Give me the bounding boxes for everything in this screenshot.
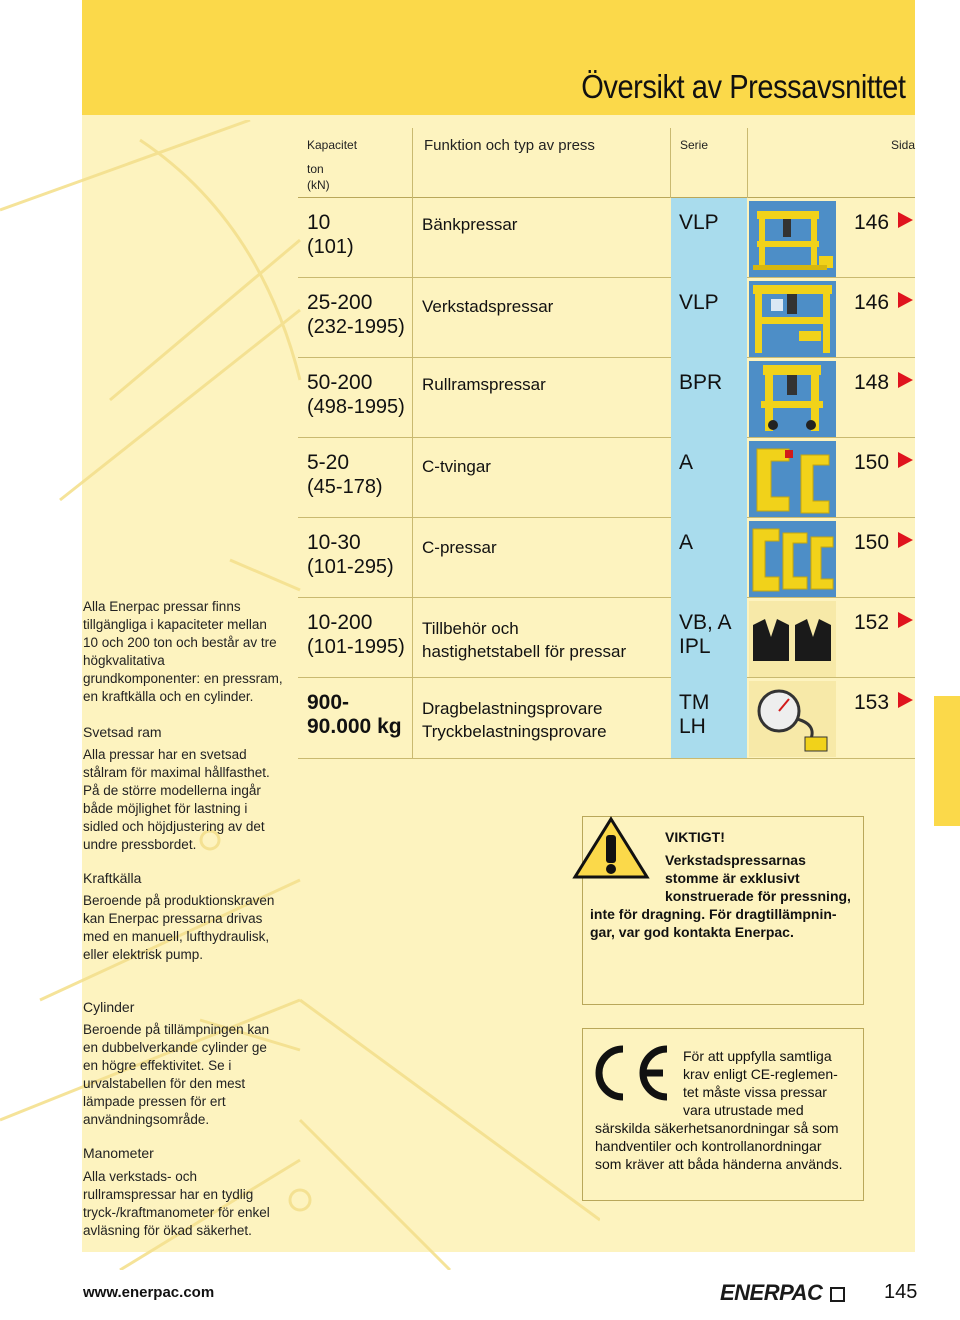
section-body: Beroende på tillämpningen kan en dubbelverkande cylinder ge en högre effektivitet. Se i urvalstabellen för den mest lämpade pressen för ert användningsområde. — [83, 1022, 270, 1127]
ce-mark-icon — [583, 1037, 673, 1109]
section-heading: Manometer — [83, 1145, 154, 1161]
intro-text: Alla Enerpac pressar finns tillgängliga i kapaciteter mellan 10 och 200 ton och består av tre högkvalitativa grundkomponenter: en pressram, en kraftkälla och en cylinder. — [83, 599, 283, 704]
v-block-photo — [749, 601, 836, 677]
section-heading: Kraftkälla — [83, 870, 142, 886]
series-cell-bg — [671, 438, 747, 518]
ce-line: krav enligt CE-reglemen- — [683, 1066, 838, 1082]
press-type: Rullramspressar — [422, 375, 546, 394]
capacity-value: 50-200 (498-1995) — [307, 371, 405, 418]
page-number-footer: 145 — [884, 1281, 918, 1303]
page-number: 153 — [854, 691, 890, 714]
table-row — [298, 358, 915, 438]
warning-line: gar, var god kontakta Enerpac. — [590, 924, 794, 940]
warning-triangle-icon — [571, 815, 651, 881]
footer-website-link[interactable]: www.enerpac.com — [83, 1284, 215, 1301]
ce-line: tet måste vissa pressar — [683, 1084, 827, 1100]
page-number: 150 — [854, 531, 890, 554]
column-divider — [412, 198, 413, 758]
series-code: VLP — [679, 291, 719, 314]
series-cell-bg — [671, 358, 747, 438]
header-capacity: Kapacitet — [307, 138, 358, 152]
page-number: 146 — [854, 211, 890, 234]
capacity-value: 900- 90.000 kg — [307, 691, 402, 738]
press-type: Tillbehör och hastighetstabell för pressar — [422, 619, 627, 661]
press-type: Dragbelastningsprovare Tryckbelastningsprovare — [422, 699, 607, 741]
capacity-value: 25-200 (232-1995) — [307, 291, 405, 338]
page-title: Översikt av Pressavsnittet — [580, 68, 905, 105]
ce-notice-box — [582, 1028, 864, 1201]
header-function: Funktion och typ av press — [424, 137, 595, 154]
warning-line: konstruerade för pressning, — [665, 888, 851, 904]
section-heading: Svetsad ram — [83, 724, 162, 740]
header-series: Serie — [680, 138, 709, 152]
ce-line: För att uppfylla samtliga — [683, 1048, 832, 1064]
warning-line: inte för dragning. För dragtillämpnin- — [590, 906, 837, 922]
ce-line: vara utrustade med — [683, 1102, 804, 1118]
arrow-right-icon — [898, 532, 913, 548]
enerpac-logo: ENERPAC — [720, 1280, 845, 1306]
capacity-value: 10 (101) — [307, 211, 354, 258]
table-row — [298, 518, 915, 598]
table-row — [298, 598, 915, 678]
ce-line: som kräver att båda händerna används. — [595, 1156, 843, 1172]
series-code: A — [679, 451, 694, 474]
arrow-right-icon — [898, 212, 913, 228]
arrow-right-icon — [898, 452, 913, 468]
series-cell-bg — [671, 198, 747, 278]
capacity-value: 10-200 (101-1995) — [307, 611, 405, 658]
roll-frame-press-photo — [749, 361, 836, 437]
table-row — [298, 198, 915, 278]
bench-press-photo — [749, 201, 836, 277]
arrow-right-icon — [898, 292, 913, 308]
section-heading: Cylinder — [83, 999, 135, 1015]
section-body: Beroende på produktionskraven kan Enerpac pressarna drivas med en manuell, lufthydraulisk, eller elektrisk pump. — [83, 893, 275, 962]
warning-line: Verkstadspressarnas — [665, 852, 806, 868]
workshop-press-photo — [749, 281, 836, 357]
press-type: C-pressar — [422, 538, 497, 557]
header-capacity-unit: ton — [307, 162, 324, 176]
column-divider — [412, 128, 413, 198]
header-capacity-unit-kn: (kN) — [307, 178, 330, 192]
series-cell-bg — [671, 518, 747, 598]
page-number: 152 — [854, 611, 890, 634]
column-divider — [747, 128, 748, 198]
series-cell-bg — [671, 278, 747, 358]
c-clamp-photo — [749, 441, 836, 517]
c-press-photo — [749, 521, 836, 597]
table-row — [298, 278, 915, 358]
warning-title: VIKTIGT! — [665, 829, 725, 845]
press-type: Bänkpressar — [422, 215, 518, 234]
arrow-right-icon — [898, 692, 913, 708]
series-code: BPR — [679, 371, 723, 394]
column-divider — [670, 128, 671, 198]
press-overview-table — [298, 128, 915, 760]
series-code: VLP — [679, 211, 719, 234]
load-tester-photo — [749, 681, 836, 757]
capacity-value: 10-30 (101-295) — [307, 531, 394, 578]
warning-line: stomme är exklusivt — [665, 870, 800, 886]
section-tab — [934, 696, 960, 826]
press-type: C-tvingar — [422, 457, 491, 476]
section-body: Alla pressar har en svetsad stålram för maximal hållfasthet. På de större modellerna ingår både möjlighet för lastning i sidled och höjdjustering av det undre pressbordet. — [83, 747, 270, 852]
arrow-right-icon — [898, 612, 913, 628]
ce-line: handventiler och kontrollanordningar — [595, 1138, 822, 1154]
page-number: 146 — [854, 291, 890, 314]
ce-line: särskilda säkerhetsanordningar så som — [595, 1120, 839, 1136]
page-number: 150 — [854, 451, 890, 474]
header-page: Sida — [891, 138, 916, 152]
series-code: TM LH — [679, 691, 710, 738]
page-number: 148 — [854, 371, 890, 394]
arrow-right-icon — [898, 372, 913, 388]
table-row — [298, 678, 915, 758]
table-bottom-rule — [298, 758, 915, 759]
section-body: Alla verkstads- och rullramspressar har en tydlig tryck-/kraftmanometer för enkel avläsning för ökad säkerhet. — [83, 1169, 270, 1238]
series-code: VB, A IPL — [679, 611, 732, 658]
press-type: Verkstadspressar — [422, 297, 554, 316]
series-code: A — [679, 531, 694, 554]
warning-box — [582, 816, 864, 1005]
table-row — [298, 438, 915, 518]
table-header — [298, 128, 915, 198]
logo-mark-icon — [830, 1287, 845, 1302]
capacity-value: 5-20 (45-178) — [307, 451, 383, 498]
